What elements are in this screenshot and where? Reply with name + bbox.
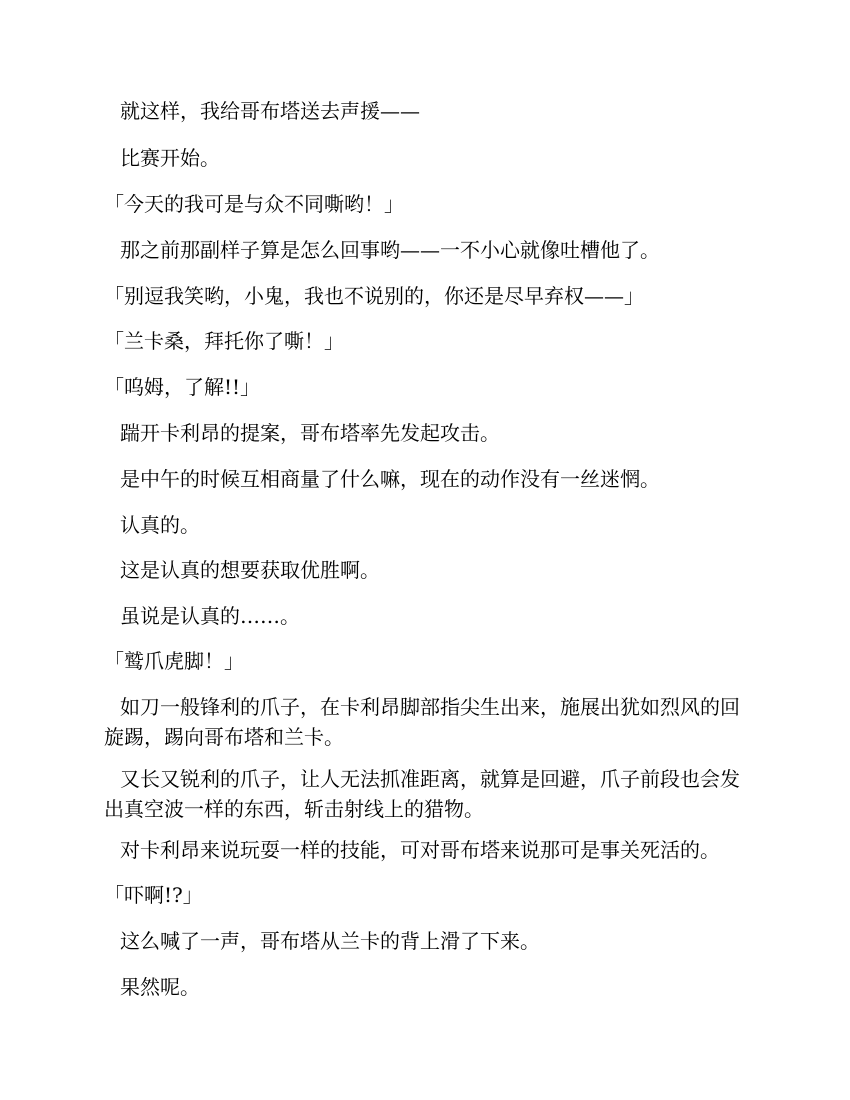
paragraph: 这么喊了一声，哥布塔从兰卡的背上滑了下来。 [120, 929, 540, 953]
paragraph: 认真的。 [120, 513, 200, 537]
dialogue-line: 「呜姆，了解!!」 [104, 375, 261, 399]
paragraph: 对卡利昂来说玩耍一样的技能，可对哥布塔来说那可是事关死活的。 [120, 838, 720, 862]
dialogue-line: 「兰卡桑，拜托你了嘶！」 [104, 329, 344, 353]
paragraph: 踹开卡利昂的提案，哥布塔率先发起攻击。 [120, 421, 500, 445]
paragraph: 就这样，我给哥布塔送去声援—— [120, 99, 420, 123]
paragraph: 虽说是认真的……。 [120, 604, 300, 628]
paragraph: 如刀一般锋利的爪子，在卡利昂脚部指尖生出来，施展出犹如烈风的回旋踢，踢向哥布塔和兰卡。 [104, 695, 740, 749]
dialogue-line: 「吓啊!?」 [104, 883, 203, 907]
dialogue-line: 「别逗我笑哟，小鬼，我也不说别的，你还是尽早弃权——」 [104, 284, 644, 308]
paragraph: 那之前那副样子算是怎么回事哟——一不小心就像吐槽他了。 [120, 238, 660, 262]
dialogue-line: 「今天的我可是与众不同嘶哟！」 [104, 192, 404, 216]
dialogue-line: 「鹫爪虎脚！」 [104, 649, 244, 673]
paragraph: 果然呢。 [120, 975, 200, 999]
paragraph: 又长又锐利的爪子，让人无法抓准距离，就算是回避，爪子前段也会发出真空波一样的东西，斩击射线上的猎物。 [104, 767, 740, 821]
paragraph: 这是认真的想要获取优胜啊。 [120, 558, 380, 582]
paragraph: 是中午的时候互相商量了什么嘛，现在的动作没有一丝迷惘。 [120, 467, 660, 491]
paragraph: 比赛开始。 [120, 146, 220, 170]
